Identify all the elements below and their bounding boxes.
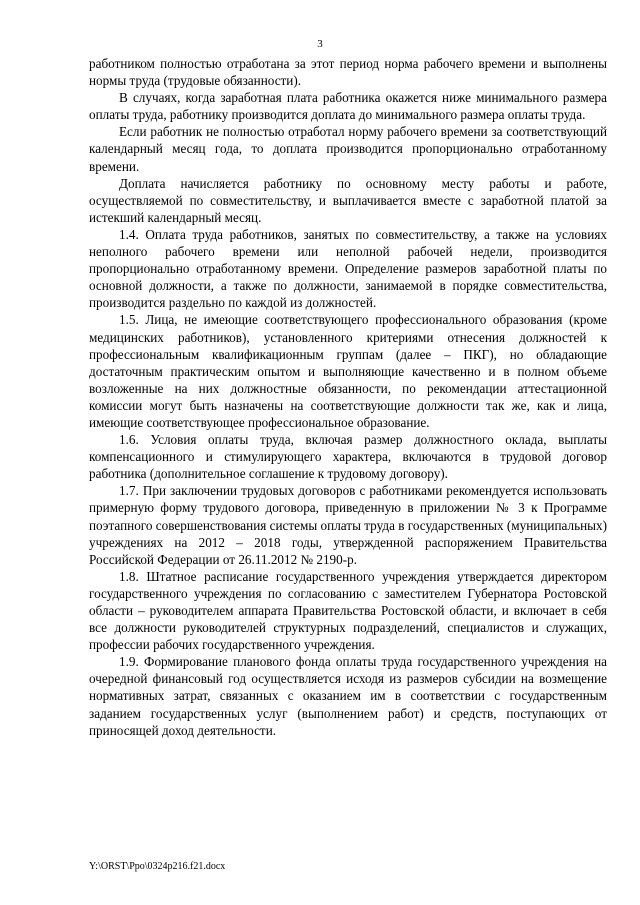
paragraph-minimum-wage-case: В случаях, когда заработная плата работника окажется ниже минимального размера оплаты труда, работнику производится доплата до минимального размера оплаты труда. [89, 90, 607, 123]
paragraph-1-4: 1.4. Оплата труда работников, занятых по совместительству, а также на условиях неполного рабочего времени или неполной рабочей недели, производится пропорционально отработанному времени. Определение размеров заработной платы по основной должности, а также по должности, занимаемой в порядке совместительства, производится раздельно по каждой из должностей. [89, 226, 607, 311]
document-body [89, 55, 607, 739]
paragraph-1-8: 1.8. Штатное расписание государственного учреждения утверждается директором государственного учреждения по согласованию с заместителем Губернатора Ростовской области – руководителем аппарата Правительства Ростовской области, и включает в себя все должности руководителей структурных подразделений, специалистов и служащих, профессии рабочих государственного учреждения. [89, 568, 607, 653]
paragraph-surcharge-accrual: Доплата начисляется работнику по основному месту работы и работе, осуществляемой по совместительству, и выплачивается вместе с заработной платой за истекший календарный месяц. [89, 175, 607, 225]
paragraph-1-9: 1.9. Формирование планового фонда оплаты труда государственного учреждения на очередной финансовый год осуществляется исходя из размеров субсидии на возмещение нормативных затрат, связанных с оказанием им в соответствии с государственным заданием государственных услуг (выполнением работ) и средств, поступающих от приносящей доход деятельности. [89, 654, 607, 738]
paragraph-1-5: 1.5. Лица, не имеющие соответствующего профессионального образования (кроме медицинских работников), установленного критериями отнесения должностей к профессиональным квалификационным группам (далее – ПКГ), но обладающие достаточным практическим опытом и выполняющие качественно и в полном объеме возложенные на них должностные обязанности, по рекомендации аттестационной комиссии могут быть назначены на соответствующие должности так же, как и лица, имеющие соответствующее профессиональное образование. [89, 312, 607, 430]
paragraph-partial-norm: Если работник не полностью отработал норму рабочего времени за соответствующий календарный месяц года, то доплата производится пропорционально отработанному времени. [89, 124, 607, 174]
paragraph-1-7: 1.7. При заключении трудовых договоров с работниками рекомендуется использовать примерную форму трудового договора, приведенную в приложении № 3 к Программе поэтапного совершенствования системы оплаты труда в государственных (муниципальных) учреждениях на 2012 – 2018 годы, утвержденной распоряжением Правительства Российской Федерации от 26.11.2012 № 2190-р. [89, 483, 607, 567]
page-number: 3 [317, 38, 323, 50]
paragraph-continuation: работником полностью отработана за этот период норма рабочего времени и выполнены нормы труда (трудовые обязанности). [89, 56, 607, 89]
footer-file-path: Y:\ORST\Ppo\0324p216.f21.docx [89, 861, 226, 872]
paragraph-1-6: 1.6. Условия оплаты труда, включая размер должностного оклада, выплаты компенсационного и стимулирующего характера, включаются в трудовой договор работника (дополнительное соглашение к трудовому договору). [89, 432, 607, 482]
